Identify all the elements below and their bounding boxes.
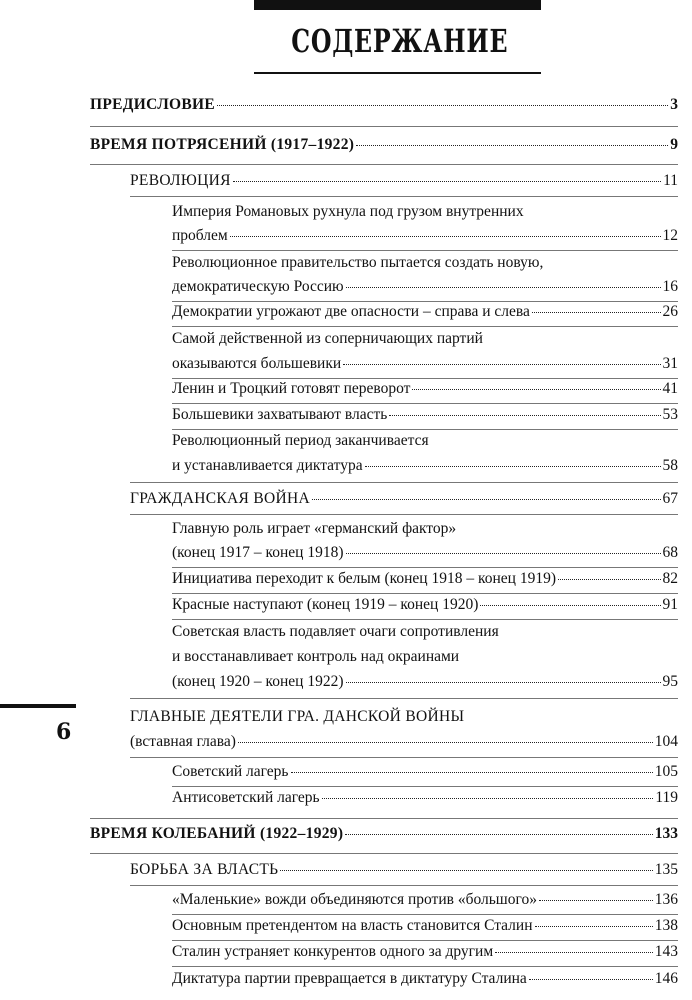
- dot-leader: [558, 579, 661, 580]
- header-title-rule: [254, 72, 541, 74]
- toc-entry-line: Революционный период заканчивается: [172, 432, 429, 449]
- toc-entry-title: Антисоветский лагерь: [172, 789, 320, 806]
- toc-entry-page: 119: [655, 789, 678, 806]
- toc-entry-title: ГРАЖДАНСКАЯ ВОЙНА: [130, 490, 310, 507]
- dot-leader: [345, 834, 652, 835]
- entry-divider: [172, 429, 678, 430]
- entry-divider: [172, 326, 678, 327]
- toc-entry: [172, 789, 678, 807]
- toc-entry-title: оказываются большевики: [172, 355, 342, 372]
- toc-entry-page: 105: [654, 763, 678, 780]
- entry-divider: [172, 378, 678, 379]
- toc-entry-title: ВРЕМЯ КОЛЕБАНИЙ (1922–1929): [90, 825, 344, 842]
- toc-entry-title: Демократии угрожают две опасности – справа и слева: [172, 303, 530, 320]
- toc-entry: [172, 970, 678, 988]
- toc-entry-line: Главную роль играет «германский фактор»: [172, 520, 457, 537]
- entry-divider: [172, 403, 678, 404]
- toc-entry-page: 67: [662, 490, 678, 507]
- entry-divider: [172, 619, 678, 620]
- toc-entry-page: 3: [670, 96, 678, 113]
- entry-divider: [172, 786, 678, 787]
- dot-leader: [233, 181, 661, 182]
- dot-leader: [529, 979, 653, 980]
- toc-entry: [172, 380, 678, 398]
- section-divider: [130, 698, 678, 699]
- section-divider: [130, 196, 678, 197]
- toc-entry-title: «Маленькие» вожди объединяются против «большого»: [172, 891, 537, 908]
- toc-entry-page: 146: [654, 970, 678, 987]
- toc-entry: [172, 278, 678, 296]
- toc-entry-figures: [130, 733, 678, 751]
- toc-entry: [172, 457, 678, 475]
- dot-leader: [322, 798, 654, 799]
- dot-leader: [389, 415, 660, 416]
- section-divider: [90, 853, 678, 854]
- toc-entry-title: (конец 1920 – конец 1922): [172, 673, 344, 690]
- toc-entry-line: и восстанавливает контроль над окраинами: [172, 648, 460, 665]
- toc-entry-civil-war: [130, 490, 678, 508]
- toc-entry-page: 138: [654, 917, 678, 934]
- toc-entry: [172, 355, 678, 373]
- dot-leader: [346, 553, 661, 554]
- toc-entry-page: 133: [654, 825, 678, 842]
- toc-entry-part2: [90, 825, 678, 843]
- toc-entry-title: проблем: [172, 227, 228, 244]
- dot-leader: [312, 499, 661, 500]
- section-divider: [130, 514, 678, 515]
- toc-entry-line: Самой действенной из соперничающих партий: [172, 330, 483, 347]
- toc-entry: [172, 544, 678, 562]
- toc-entry-title: ПРЕДИСЛОВИЕ: [90, 96, 216, 113]
- dot-leader: [230, 236, 661, 237]
- toc-entry-page: 143: [654, 943, 678, 960]
- entry-divider: [172, 940, 678, 941]
- toc-entry-power-struggle: [130, 861, 678, 879]
- dot-leader: [535, 926, 653, 927]
- toc-entry-page: 9: [670, 136, 678, 153]
- toc-entry-page: 136: [654, 891, 678, 908]
- toc-entry-title: ВРЕМЯ ПОТРЯСЕНИЙ (1917–1922): [90, 136, 355, 153]
- dot-leader: [343, 364, 660, 365]
- dot-leader: [495, 952, 653, 953]
- page-margin-rule: [0, 704, 76, 708]
- entry-divider: [172, 914, 678, 915]
- toc-entry-title: (конец 1917 – конец 1918): [172, 544, 344, 561]
- toc-entry-line: Империя Романовых рухнула под грузом внутренних: [172, 203, 524, 220]
- toc-entry-title: Красные наступают (конец 1919 – конец 1920): [172, 596, 479, 613]
- toc-entry-revolution: [130, 172, 678, 190]
- dot-leader: [356, 145, 668, 146]
- toc-entry-title: Основным претендентом на власть становится Сталин: [172, 917, 533, 934]
- entry-divider: [172, 567, 678, 568]
- toc-entry-page: 11: [663, 172, 678, 189]
- dot-leader: [412, 389, 660, 390]
- toc-entry-line: ГЛАВНЫЕ ДЕЯТЕЛИ ГРА. ДАНСКОЙ ВОЙНЫ: [130, 708, 465, 725]
- toc-entry-page: 135: [654, 861, 678, 878]
- toc-entry-title: Инициатива переходит к белым (конец 1918 – конец 1919): [172, 570, 556, 587]
- page-number: 6: [56, 719, 72, 745]
- toc-entry: [172, 406, 678, 424]
- toc-entry-page: 82: [662, 570, 678, 587]
- toc-entry-page: 41: [662, 380, 678, 397]
- dot-leader: [280, 870, 652, 871]
- section-divider: [90, 164, 678, 165]
- entry-divider: [172, 966, 678, 967]
- toc-entry: [172, 943, 678, 961]
- toc-entry-title: и устанавливается диктатура: [172, 457, 363, 474]
- toc-entry-title: Ленин и Троцкий готовят переворот: [172, 380, 411, 397]
- section-divider: [90, 818, 678, 819]
- page-title: СОДЕРЖАНИЕ: [291, 22, 509, 60]
- toc-entry-line: Советская власть подавляет очаги сопротивления: [172, 623, 499, 640]
- toc-entry: [172, 303, 678, 321]
- toc-entry: [172, 763, 678, 781]
- toc-entry-page: 58: [662, 457, 678, 474]
- section-divider: [90, 126, 678, 127]
- entry-divider: [172, 301, 678, 302]
- dot-leader: [365, 466, 661, 467]
- toc-entry-page: 16: [662, 278, 678, 295]
- toc-entry-page: 53: [662, 406, 678, 423]
- toc-entry-page: 31: [662, 355, 678, 372]
- toc-entry: [172, 917, 678, 935]
- dot-leader: [539, 900, 653, 901]
- dot-leader: [238, 742, 653, 743]
- dot-leader: [217, 105, 668, 106]
- dot-leader: [291, 772, 653, 773]
- toc-entry-page: 95: [662, 673, 678, 690]
- toc-entry-line: Революционное правительство пытается создать новую,: [172, 254, 544, 271]
- toc-entry: [172, 227, 678, 245]
- section-divider: [130, 482, 678, 483]
- toc-entry-page: 104: [654, 733, 678, 750]
- toc-entry-title: БОРЬБА ЗА ВЛАСТЬ: [130, 861, 279, 878]
- toc-entry: [172, 891, 678, 909]
- toc-entry-title: РЕВОЛЮЦИЯ: [130, 172, 231, 189]
- dot-leader: [532, 312, 661, 313]
- toc-entry-preface: [90, 96, 678, 114]
- toc-entry-page: 26: [662, 303, 678, 320]
- toc-entry-page: 91: [662, 596, 678, 613]
- entry-divider: [172, 593, 678, 594]
- toc-entry-title: Сталин устраняет конкурентов одного за другим: [172, 943, 494, 960]
- toc-entry-part1: [90, 136, 678, 154]
- toc-entry: [172, 570, 678, 588]
- toc-entry-page: 12: [662, 227, 678, 244]
- dot-leader: [346, 682, 661, 683]
- toc-entry-title: демократическую Россию: [172, 278, 344, 295]
- toc-entry: [172, 673, 678, 691]
- toc-entry-title: (вставная глава): [130, 733, 236, 750]
- section-divider: [130, 757, 678, 758]
- dot-leader: [480, 605, 660, 606]
- dot-leader: [346, 287, 661, 288]
- toc-entry-title: Большевики захватывают власть: [172, 406, 388, 423]
- toc-entry-title: Диктатура партии превращается в диктатуру Сталина: [172, 970, 527, 987]
- toc-entry-title: Советский лагерь: [172, 763, 289, 780]
- entry-divider: [172, 250, 678, 251]
- toc-entry-page: 68: [662, 544, 678, 561]
- toc-entry: [172, 596, 678, 614]
- section-divider: [130, 885, 678, 886]
- header-top-rule: [254, 0, 541, 10]
